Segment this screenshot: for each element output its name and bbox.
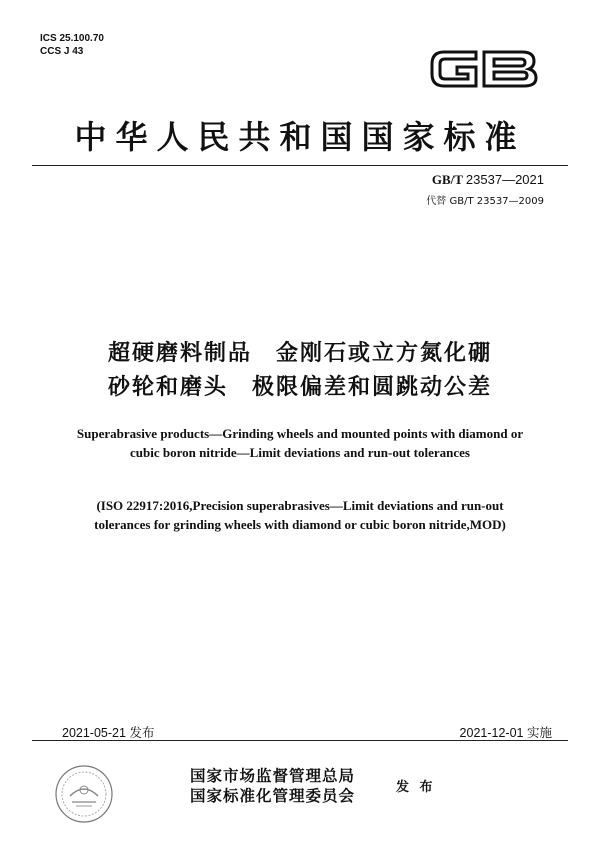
replaces-standard	[426, 192, 544, 207]
implementation-date-label: 实施	[526, 725, 552, 740]
document-title-en	[40, 424, 560, 462]
iso-reference-line1: (ISO 22917:2016,Precision superabrasives—Limit deviations and run-out	[96, 498, 504, 513]
issuer-samr: 国家市场监督管理总局	[190, 767, 356, 785]
standard-number	[432, 172, 544, 188]
implementation-date-value: 2021-12-01	[459, 726, 524, 740]
publisher-seal-icon	[52, 762, 116, 826]
issue-date	[62, 723, 154, 741]
ics-code: ICS 25.100.70	[40, 33, 104, 44]
issue-date-value: 2021-05-21	[62, 726, 126, 740]
standard-category-title: 中华人民共和国国家标准	[74, 118, 526, 156]
issue-date-label: 发布	[129, 725, 155, 740]
publish-label: 发 布	[396, 780, 436, 795]
replaces-number: 23537—2009	[476, 196, 544, 207]
replaces-prefix: 代替 GB/T	[426, 196, 474, 207]
iso-reference-line2: tolerances for grinding wheels with diamond or cubic boron nitride,MOD)	[94, 517, 506, 532]
header-divider	[32, 165, 568, 166]
footer-divider	[32, 740, 568, 741]
standard-number-value: 23537—2021	[465, 172, 544, 187]
document-title-cn-line2: 砂轮和磨头 极限偏差和圆跳动公差	[107, 375, 492, 400]
classification-codes	[40, 32, 104, 58]
document-title-cn-line1: 超硬磨料制品 金刚石或立方氮化硼	[107, 341, 492, 366]
ccs-code: CCS J 43	[40, 46, 84, 57]
document-title-en-line2: cubic boron nitride—Limit deviations and run-out tolerances	[130, 445, 470, 460]
standard-number-prefix: GB/T	[431, 172, 463, 187]
implementation-date	[460, 723, 552, 741]
issuer-sac: 国家标准化管理委员会	[190, 787, 356, 805]
document-title-en-line1: Superabrasive products—Grinding wheels and mounted points with diamond or	[76, 426, 524, 441]
gb-logo	[424, 40, 544, 96]
iso-reference	[40, 496, 560, 534]
issuing-authorities	[190, 766, 355, 806]
